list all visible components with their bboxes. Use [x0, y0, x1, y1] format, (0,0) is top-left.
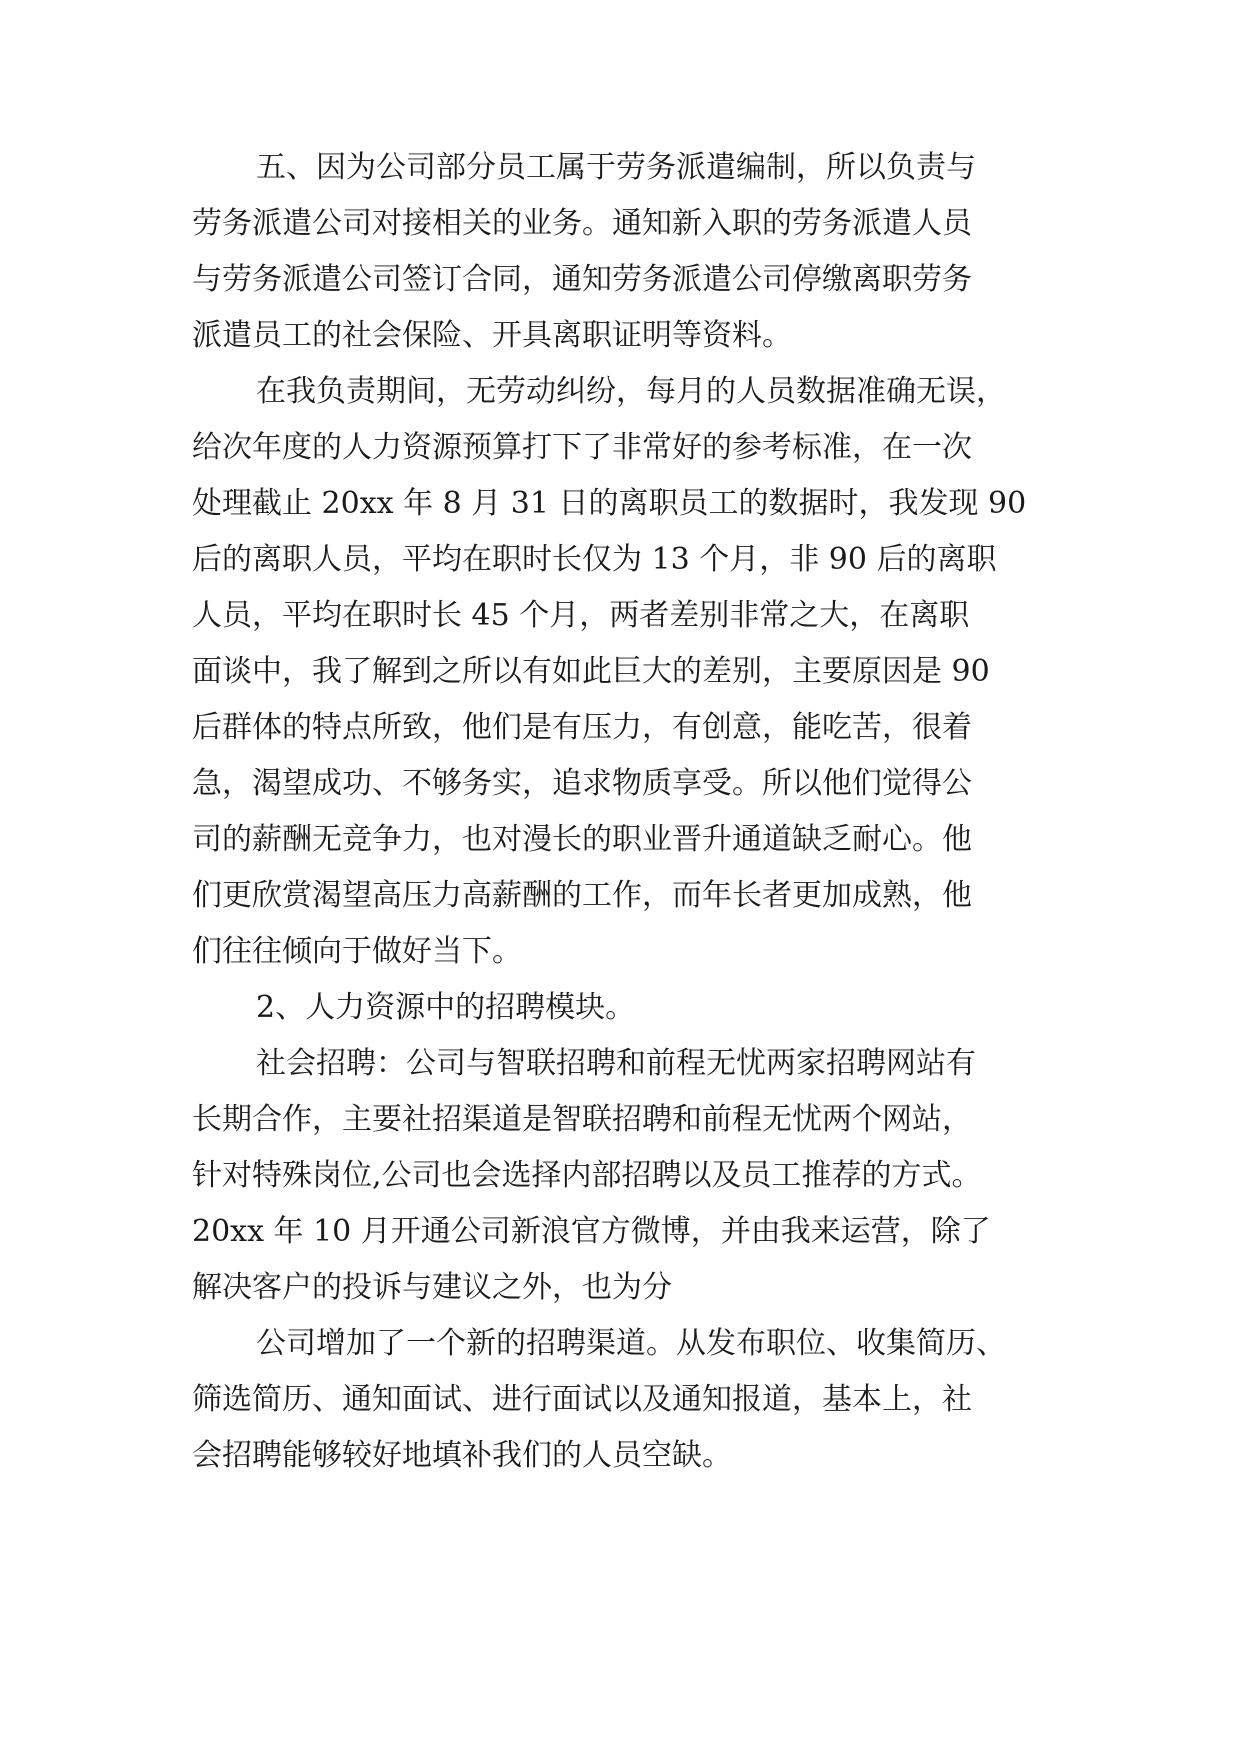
paragraph-line: 社会招聘：公司与智联招聘和前程无忧两家招聘网站有	[256, 1046, 976, 1081]
paragraph-line: 会招聘能够较好地填补我们的人员空缺。	[192, 1438, 732, 1473]
paragraph-line: 公司增加了一个新的招聘渠道。从发布职位、收集简历、	[256, 1326, 1006, 1361]
paragraph-line: 派遣员工的社会保险、开具离职证明等资料。	[192, 318, 792, 353]
paragraph-line: 解决客户的投诉与建议之外，也为分	[192, 1270, 672, 1305]
paragraph-line: 司的薪酬无竞争力，也对漫长的职业晋升通道缺乏耐心。他	[192, 822, 972, 857]
paragraph-line: 后的离职人员，平均在职时长仅为 13 个月，非 90 后的离职	[192, 542, 997, 577]
paragraph-line: 给次年度的人力资源预算打下了非常好的参考标准，在一次	[192, 430, 972, 465]
paragraph-line: 五、因为公司部分员工属于劳务派遣编制，所以负责与	[256, 150, 976, 185]
paragraph-line: 们往往倾向于做好当下。	[192, 934, 522, 969]
paragraph-line: 们更欣赏渴望高压力高薪酬的工作，而年长者更加成熟，他	[192, 878, 972, 913]
paragraph-line: 后群体的特点所致，他们是有压力，有创意，能吃苦，很着	[192, 710, 972, 745]
paragraph-line: 处理截止 20xx 年 8 月 31 日的离职员工的数据时，我发现 90	[192, 486, 1027, 521]
section-heading: 2、人力资源中的招聘模块。	[256, 990, 636, 1025]
paragraph-line: 针对特殊岗位,公司也会选择内部招聘以及员工推荐的方式。	[192, 1158, 982, 1193]
paragraph-line: 20xx 年 10 月开通公司新浪官方微博，并由我来运营，除了	[192, 1214, 991, 1249]
paragraph-line: 筛选简历、通知面试、进行面试以及通知报道，基本上，社	[192, 1382, 972, 1417]
paragraph-line: 长期合作，主要社招渠道是智联招聘和前程无忧两个网站，	[192, 1102, 972, 1137]
paragraph-line: 与劳务派遣公司签订合同，通知劳务派遣公司停缴离职劳务	[192, 262, 972, 297]
paragraph-line: 急，渴望成功、不够务实，追求物质享受。所以他们觉得公	[192, 766, 972, 801]
paragraph-line: 劳务派遣公司对接相关的业务。通知新入职的劳务派遣人员	[192, 206, 972, 241]
paragraph-line: 面谈中，我了解到之所以有如此巨大的差别，主要原因是 90	[192, 654, 990, 689]
paragraph-line: 在我负责期间，无劳动纠纷，每月的人员数据准确无误，	[256, 374, 1006, 409]
paragraph-line: 人员，平均在职时长 45 个月，两者差别非常之大，在离职	[192, 598, 970, 633]
